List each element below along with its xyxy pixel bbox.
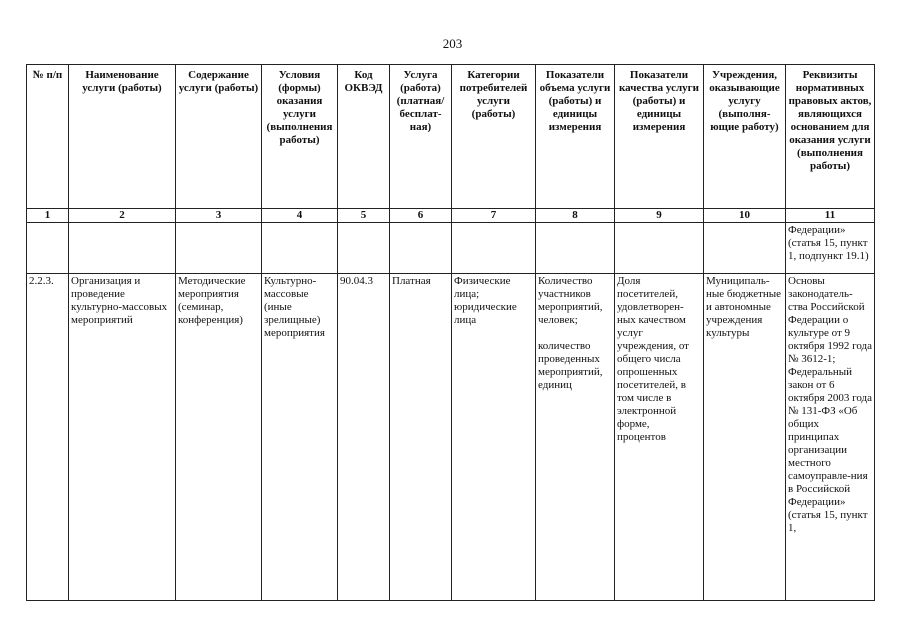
header-cell-8: Показатели объема услуги (работы) и единицы измерения <box>536 65 615 209</box>
header-cell-3: Содержание услуги (работы) <box>176 65 262 209</box>
legal-acts: Основы законодатель-ства Российской Федерации о культуре от 9 октября 1992 года № 3612-1; Федеральный закон от 6 октября 2003 года № 131-ФЗ «Об общих принципах организации местного самоуправле-ния в Российской Федерации» (статья 15, пункт 1, <box>786 274 875 601</box>
table-cell <box>704 223 786 274</box>
page-number: 203 <box>442 36 463 51</box>
column-number: 7 <box>452 209 536 223</box>
consumer-categories: Физические лица; юридические лица <box>452 274 536 601</box>
service-name: Организация и проведение культурно-массовых мероприятий <box>69 274 176 601</box>
continuation-row <box>27 223 875 274</box>
table-cell <box>615 223 704 274</box>
table-cell <box>69 223 176 274</box>
header-cell-4: Условия (формы) оказания услуги (выполнения работы) <box>262 65 338 209</box>
header-cell-6: Услуга (работа) (платная/ бесплат- ная) <box>390 65 452 209</box>
providing-institutions: Муниципаль-ные бюджетные и автономные учреждения культуры <box>704 274 786 601</box>
services-register-table <box>26 64 875 601</box>
column-number: 2 <box>69 209 176 223</box>
column-number-row <box>27 209 875 223</box>
table-row <box>27 274 875 601</box>
paid-status: Платная <box>390 274 452 601</box>
header-cell-7: Категории потребителей услуги (работы) <box>452 65 536 209</box>
okved-code: 90.04.3 <box>338 274 390 601</box>
column-number: 1 <box>27 209 69 223</box>
column-number: 5 <box>338 209 390 223</box>
legal-acts-continuation: Федерации» (статья 15, пункт 1, подпункт 19.1) <box>786 223 875 274</box>
volume-indicators: Количество участников мероприятий, человек; количество проведенных мероприятий, единиц <box>536 274 615 601</box>
column-number: 11 <box>786 209 875 223</box>
column-number: 6 <box>390 209 452 223</box>
service-content: Методические мероприятия (семинар, конференция) <box>176 274 262 601</box>
table-cell <box>262 223 338 274</box>
column-number: 3 <box>176 209 262 223</box>
table-cell <box>452 223 536 274</box>
table-cell <box>338 223 390 274</box>
table-cell <box>536 223 615 274</box>
header-cell-5: Код ОКВЭД <box>338 65 390 209</box>
header-cell-10: Учреждения, оказывающие услугу (выполня- ющие работу) <box>704 65 786 209</box>
header-row <box>27 65 875 209</box>
service-conditions: Культурно-массовые (иные зрелищные) мероприятия <box>262 274 338 601</box>
column-number: 4 <box>262 209 338 223</box>
header-cell-11: Реквизиты нормативных правовых актов, являющихся основанием для оказания услуги (выполнения работы) <box>786 65 875 209</box>
column-number: 9 <box>615 209 704 223</box>
row-number: 2.2.3. <box>27 274 69 601</box>
header-cell-1: № п/п <box>27 65 69 209</box>
quality-indicators: Доля посетителей, удовлетворен-ных качеством услуг учреждения, от общего числа опрошенных посетителей, в том числе в электронной форме, процентов <box>615 274 704 601</box>
column-number: 10 <box>704 209 786 223</box>
table-cell <box>27 223 69 274</box>
table-cell <box>390 223 452 274</box>
header-cell-9: Показатели качества услуги (работы) и единицы измерения <box>615 65 704 209</box>
header-cell-2: Наименование услуги (работы) <box>69 65 176 209</box>
table-cell <box>176 223 262 274</box>
column-number: 8 <box>536 209 615 223</box>
